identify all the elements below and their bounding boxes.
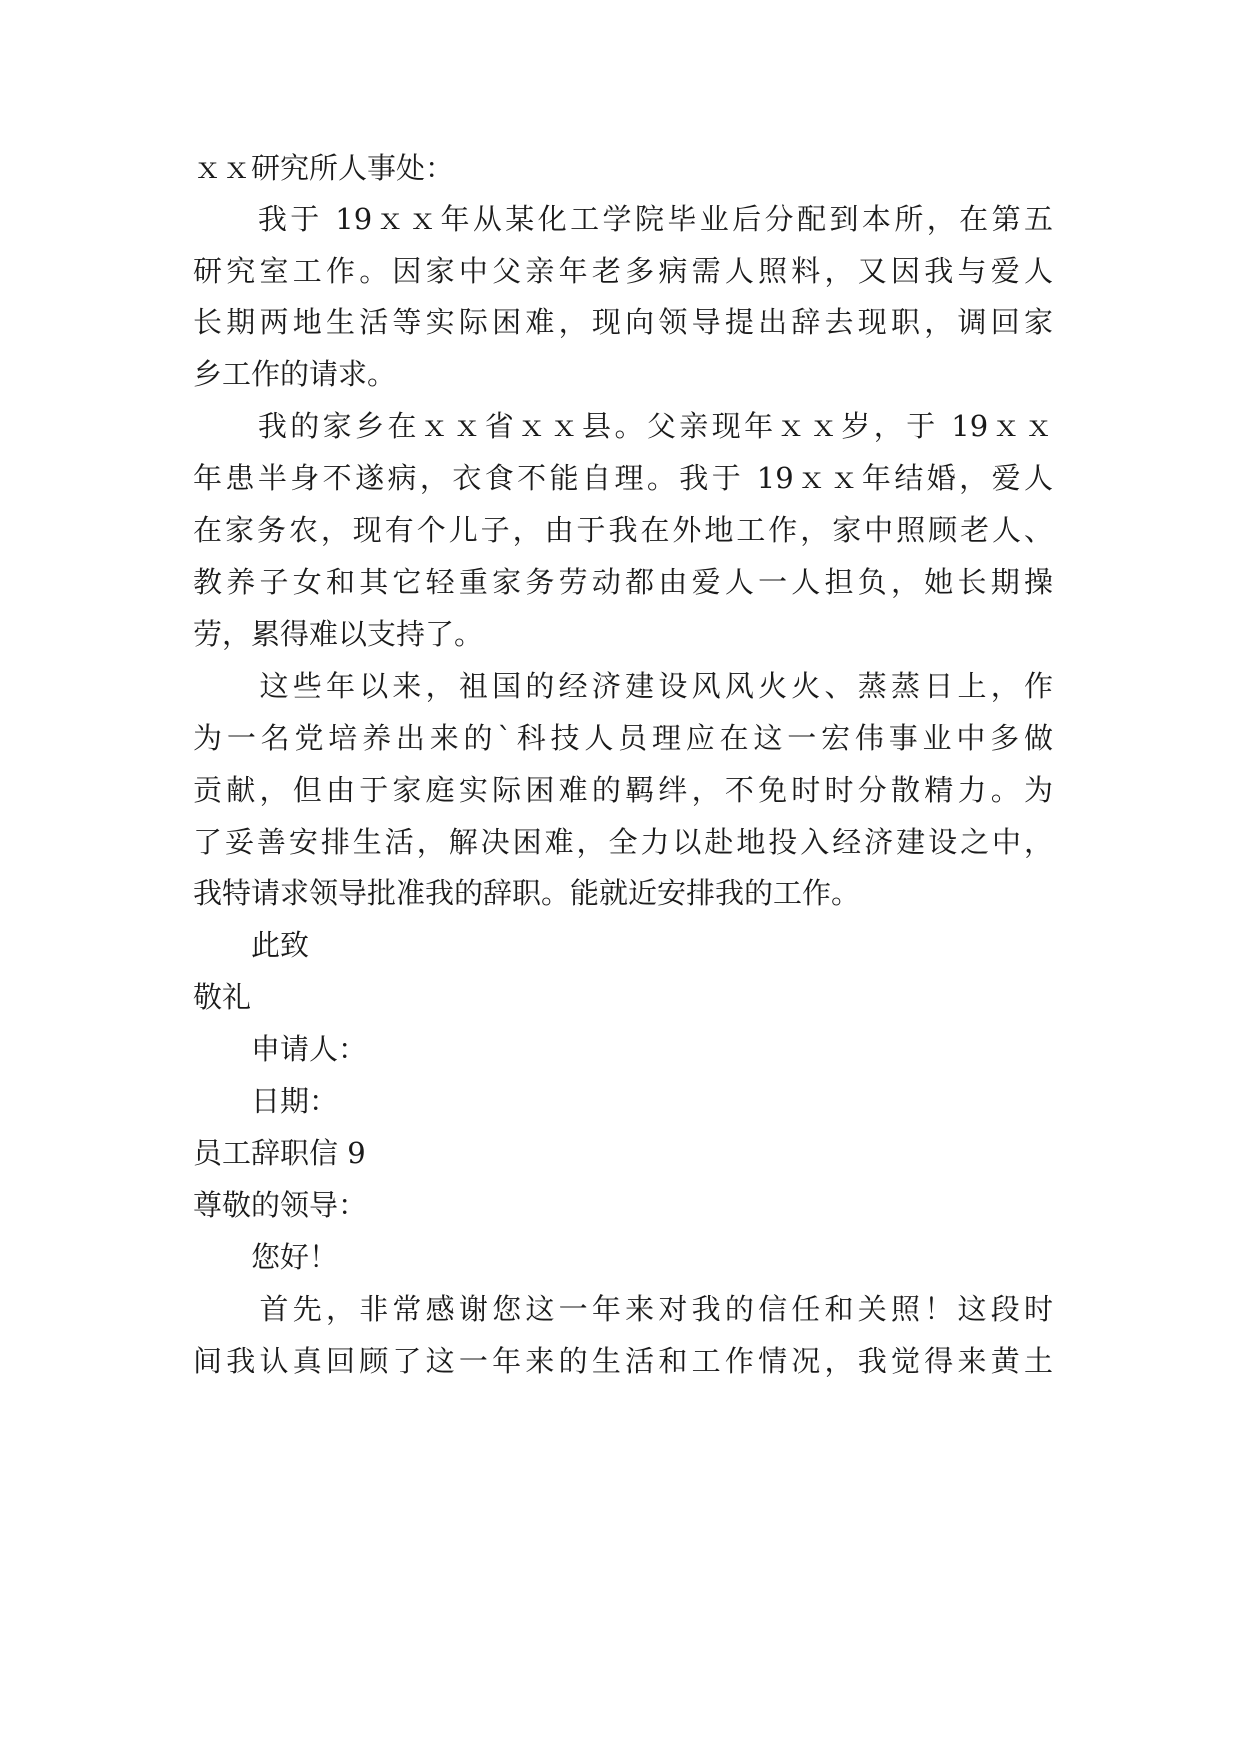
letter1-date-label: 日期： xyxy=(193,1084,339,1118)
letter1-para1-line3: 长期两地生活等实际困难，现向领导提出辞去现职，调回家 xyxy=(193,305,1053,339)
letter1-para3-line3: 贡献，但由于家庭实际困难的羁绊，不免时时分散精力。为 xyxy=(193,773,1053,807)
letter1-salutation: ｘｘ研究所人事处： xyxy=(193,151,455,185)
letter1-para2-line4: 教养子女和其它轻重家务劳动都由爱人一人担负，她长期操 xyxy=(193,565,1053,599)
letter1-para2-line3: 在家务农，现有个儿子，由于我在外地工作，家中照顾老人、 xyxy=(193,513,1053,547)
letter1-para3-line4: 了妥善安排生活，解决困难，全力以赴地投入经济建设之中， xyxy=(193,825,1053,859)
letter1-applicant-label: 申请人： xyxy=(193,1032,368,1066)
letter1-closing-jingli: 敬礼 xyxy=(193,980,252,1014)
letter1-para1-line1: 我于 19ｘｘ年从某化工学院毕业后分配到本所，在第五 xyxy=(193,202,1053,236)
letter2-salutation: 尊敬的领导： xyxy=(193,1188,368,1222)
letter1-para3-line5: 我特请求领导批准我的辞职。能就近安排我的工作。 xyxy=(193,876,861,910)
letter1-para2-line5: 劳，累得难以支持了。 xyxy=(193,617,484,651)
letter2-heading: 员工辞职信 9 xyxy=(193,1136,366,1170)
letter2-para1-line2: 间我认真回顾了这一年来的生活和工作情况，我觉得来黄土 xyxy=(193,1344,1053,1378)
letter1-para3-line2: 为一名党培养出来的`科技人员理应在这一宏伟事业中多做 xyxy=(193,721,1053,755)
letter1-closing-cizhi: 此致 xyxy=(193,928,310,962)
letter1-para1-line2: 研究室工作。因家中父亲年老多病需人照料，又因我与爱人 xyxy=(193,254,1053,288)
letter1-para1-line4: 乡工作的请求。 xyxy=(193,357,397,391)
letter1-para2-line2: 年患半身不遂病，衣食不能自理。我于 19ｘｘ年结婚，爱人 xyxy=(193,461,1053,495)
letter2-greeting: 您好！ xyxy=(193,1240,339,1274)
letter1-para3-line1: 这些年以来，祖国的经济建设风风火火、蒸蒸日上，作 xyxy=(193,669,1053,703)
letter2-para1-line1: 首先，非常感谢您这一年来对我的信任和关照！这段时 xyxy=(193,1292,1053,1326)
letter1-para2-line1: 我的家乡在ｘｘ省ｘｘ县。父亲现年ｘｘ岁，于 19ｘｘ xyxy=(193,409,1053,443)
